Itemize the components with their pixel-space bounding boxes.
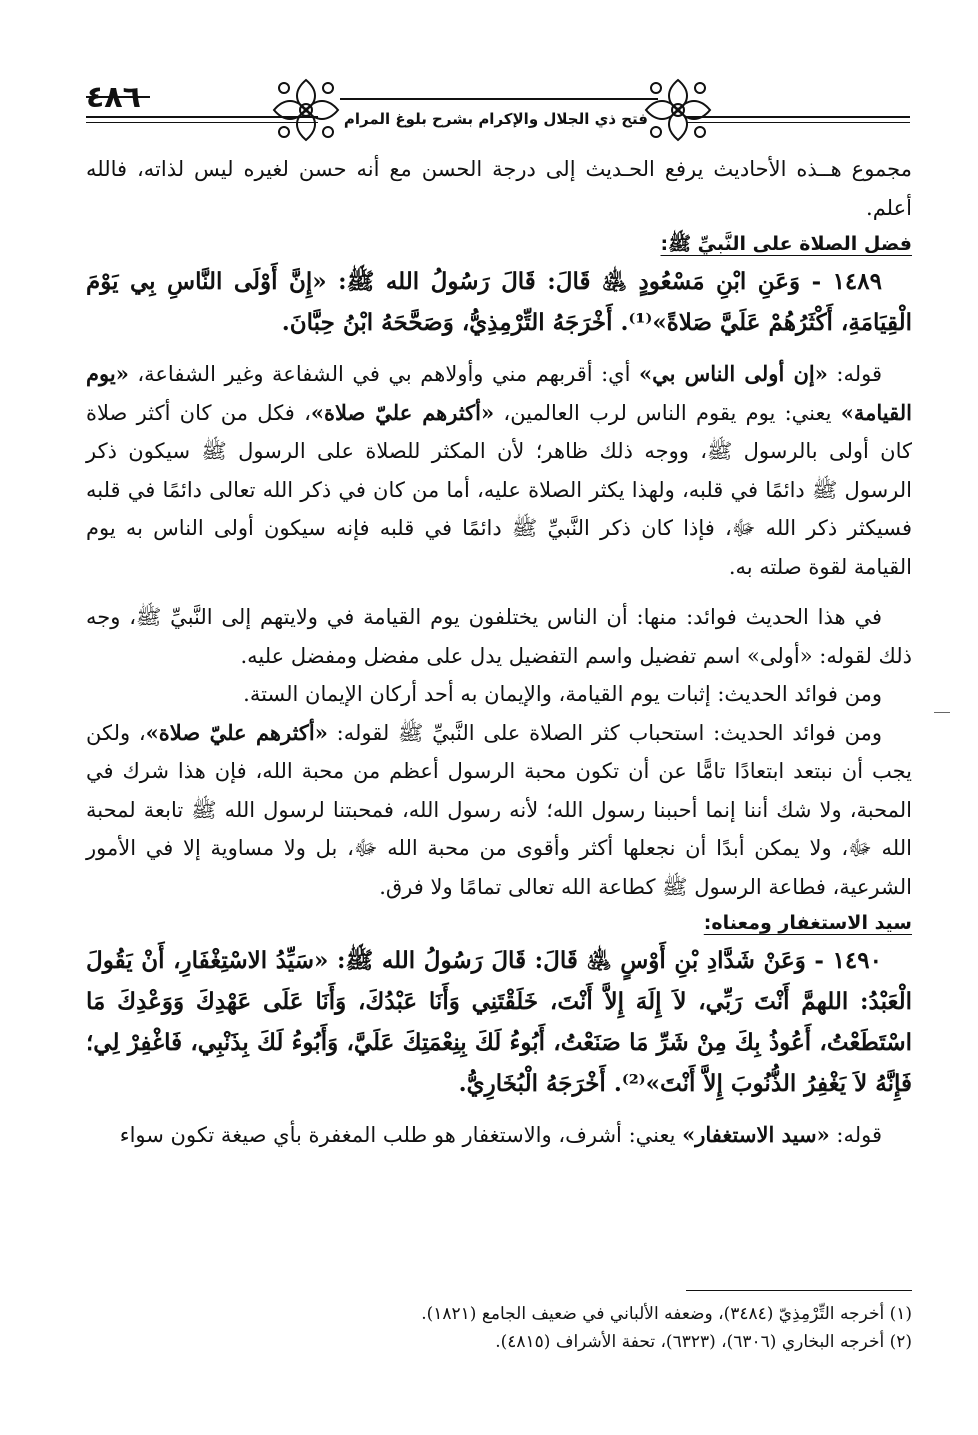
quoted-phrase: «إن أولى الناس بي» xyxy=(638,361,828,386)
header-rule-center-top xyxy=(340,98,658,100)
header-rule-right xyxy=(686,116,910,118)
page-number: ٤٨٦ xyxy=(86,80,141,115)
running-title: فتح ذي الجلال والإكرام بشرح بلوغ المرام xyxy=(343,110,648,128)
floral-ornament-icon xyxy=(268,74,344,146)
commentary-text: يعني: أشرف، والاستغفار هو طلب المغفرة بأي صيغة تكون سواء xyxy=(119,1123,683,1147)
commentary-text: أي: أقربهم مني وأولاهم بي في الشفاعة وغير الشفاعة، xyxy=(128,362,639,386)
footnotes xyxy=(86,1300,912,1356)
paragraph-benefits-2: ومن فوائد الحديث: إثبات يوم القيامة، والإيمان به أحد أركان الإيمان الستة. xyxy=(243,682,882,706)
quoted-phrase: «أكثرهم عليّ صلاة» xyxy=(145,719,328,745)
page-body xyxy=(86,150,912,1155)
header-rule-right-thin xyxy=(686,122,910,123)
benefits-text: ، ولكن يجب أن نبتعد ابتعادًا تامًّا عن أن تكون محبة الرسول أعظم من محبة الله، فإن هذا شرك في المحبة، ولا شك أننا إنما أحببنا رسول الله؛ لأنه رسول الله، فمحبتنا لرسول الله ﷺ تابعة لمحبة الله ﷻ، ولا يمكن أبدًا أن نجعلها أكثر وأقوى من محبة الله ﷻ، بل ولا مساوية إلا في الأمور الشرعية، فطاعة الرسول ﷺ كطاعة الله تعالى تمامًا ولا فرق. xyxy=(86,720,912,899)
scan-mark xyxy=(934,712,950,713)
hadith-1490: ١٤٩٠ - وَعَنْ شَدَّادِ بْنِ أَوْسٍ ﵁ قَالَ: قَالَ رَسُولُ الله ﷺ: «سَيِّدُ الاسْتِغْفَارِ، أَنْ يَقُولَ الْعَبْدُ: اللهمَّ أَنْتَ رَبِّي، لاَ إِلَهَ إِلاَّ أَنْتَ، خَلَقْتَنِي وَأَنَا عَبْدُكَ، وَأَنَا عَلَى عَهْدِكَ وَوَعْدِكَ مَا اسْتَطَعْتُ، أَعُوذُ بِكَ مِنْ شَرِّ مَا صَنَعْتُ، أَبُوءُ لَكَ بِنِعْمَتِكَ عَلَيَّ، وَأَبُوءُ لَكَ بِذَنْبِي، فَاغْفِرْ لِي؛ فَإِنَّهُ لاَ يَغْفِرُ الذُّنُوبَ إِلاَّ أَنْتَ»⁽²⁾. أَخْرَجَهُ الْبُخَارِيُّ. xyxy=(86,947,912,1097)
benefits-text: ومن فوائد الحديث: استحباب كثر الصلاة على النَّبيِّ ﷺ لقوله: xyxy=(327,720,882,745)
quoted-phrase: «يوم القيامة» xyxy=(86,361,912,425)
paragraph-commentary-1489 xyxy=(86,355,912,586)
footnote-separator xyxy=(686,1290,912,1291)
section-heading-istighfar: سيد الاستغفار ومعناه: xyxy=(703,912,912,934)
floral-ornament-icon xyxy=(640,74,716,146)
paragraph-commentary-1490 xyxy=(86,1116,912,1155)
commentary-text: يعني: يوم يقوم الناس لرب العالمين، xyxy=(494,400,841,425)
footnote-1: (١) أخرجه التِّرْمِذِيّ (٣٤٨٤)، وضعفه الألباني في ضعيف الجامع (١٨٢١). xyxy=(421,1304,912,1324)
quoted-phrase: «أكثرهم عليّ صلاة» xyxy=(310,399,495,425)
paragraph-benefits-1: في هذا الحديث فوائد: منها: أن الناس يختلفون يوم القيامة في ولايتهم إلى النَّبيِّ ﷺ، وجه ذلك لقوله: «أولى» اسم تفضيل واسم التفضيل يدل على مفضل ومفضل عليه. xyxy=(86,605,912,668)
commentary-lead: قوله: xyxy=(827,362,882,386)
section-heading-prayer-virtue: فضل الصلاة على النَّبيِّ ﷺ: xyxy=(660,233,912,255)
commentary-text: ، فكل من كان أكثر صلاة كان أولى بالرسول ﷺ، ووجه ذلك ظاهر؛ لأن المكثر للصلاة على الرسول ﷺ سيكون ذكر الرسول ﷺ دائمًا في قلبه، ولهذا يكثر الصلاة عليه، أما من كان في ذكر الله تعالى دائمًا في قلبه فسيكثر ذكر الله ﷻ، فإذا كان ذكر النَّبيِّ ﷺ دائمًا في قلبه فإنه سيكون أولى الناس به يوم القيامة لقوة صلته به. xyxy=(86,400,912,579)
paragraph-intro: مجموع هــذه الأحاديث يرفع الحـديث إلى درجة الحسن مع أنه حسن لغيره ليس لذاته، فالله أعلم. xyxy=(86,157,912,220)
commentary-lead: قوله: xyxy=(829,1123,882,1147)
hadith-1489: ١٤٨٩ - وَعَنِ ابْنِ مَسْعُودٍ ﵁ قَالَ: قَالَ رَسُولُ الله ﷺ: «إِنَّ أَوْلَى النَّاسِ بِي يَوْمَ الْقِيَامَةِ، أَكْثَرُهُمْ عَلَيَّ صَلاةً»⁽¹⁾. أَخْرَجَهُ التِّرْمِذِيُّ، وَصَحَّحَهُ ابْنُ حِبَّانَ. xyxy=(86,268,912,336)
running-header xyxy=(86,72,910,152)
footnote-2: (٢) أخرجه البخاري (٦٣٠٦)، (٦٣٢٣)، تحفة الأشراف (٤٨١٥). xyxy=(495,1332,912,1352)
quoted-phrase: «سيد الاستغفار» xyxy=(682,1122,830,1147)
paragraph-benefits-3 xyxy=(86,714,912,907)
